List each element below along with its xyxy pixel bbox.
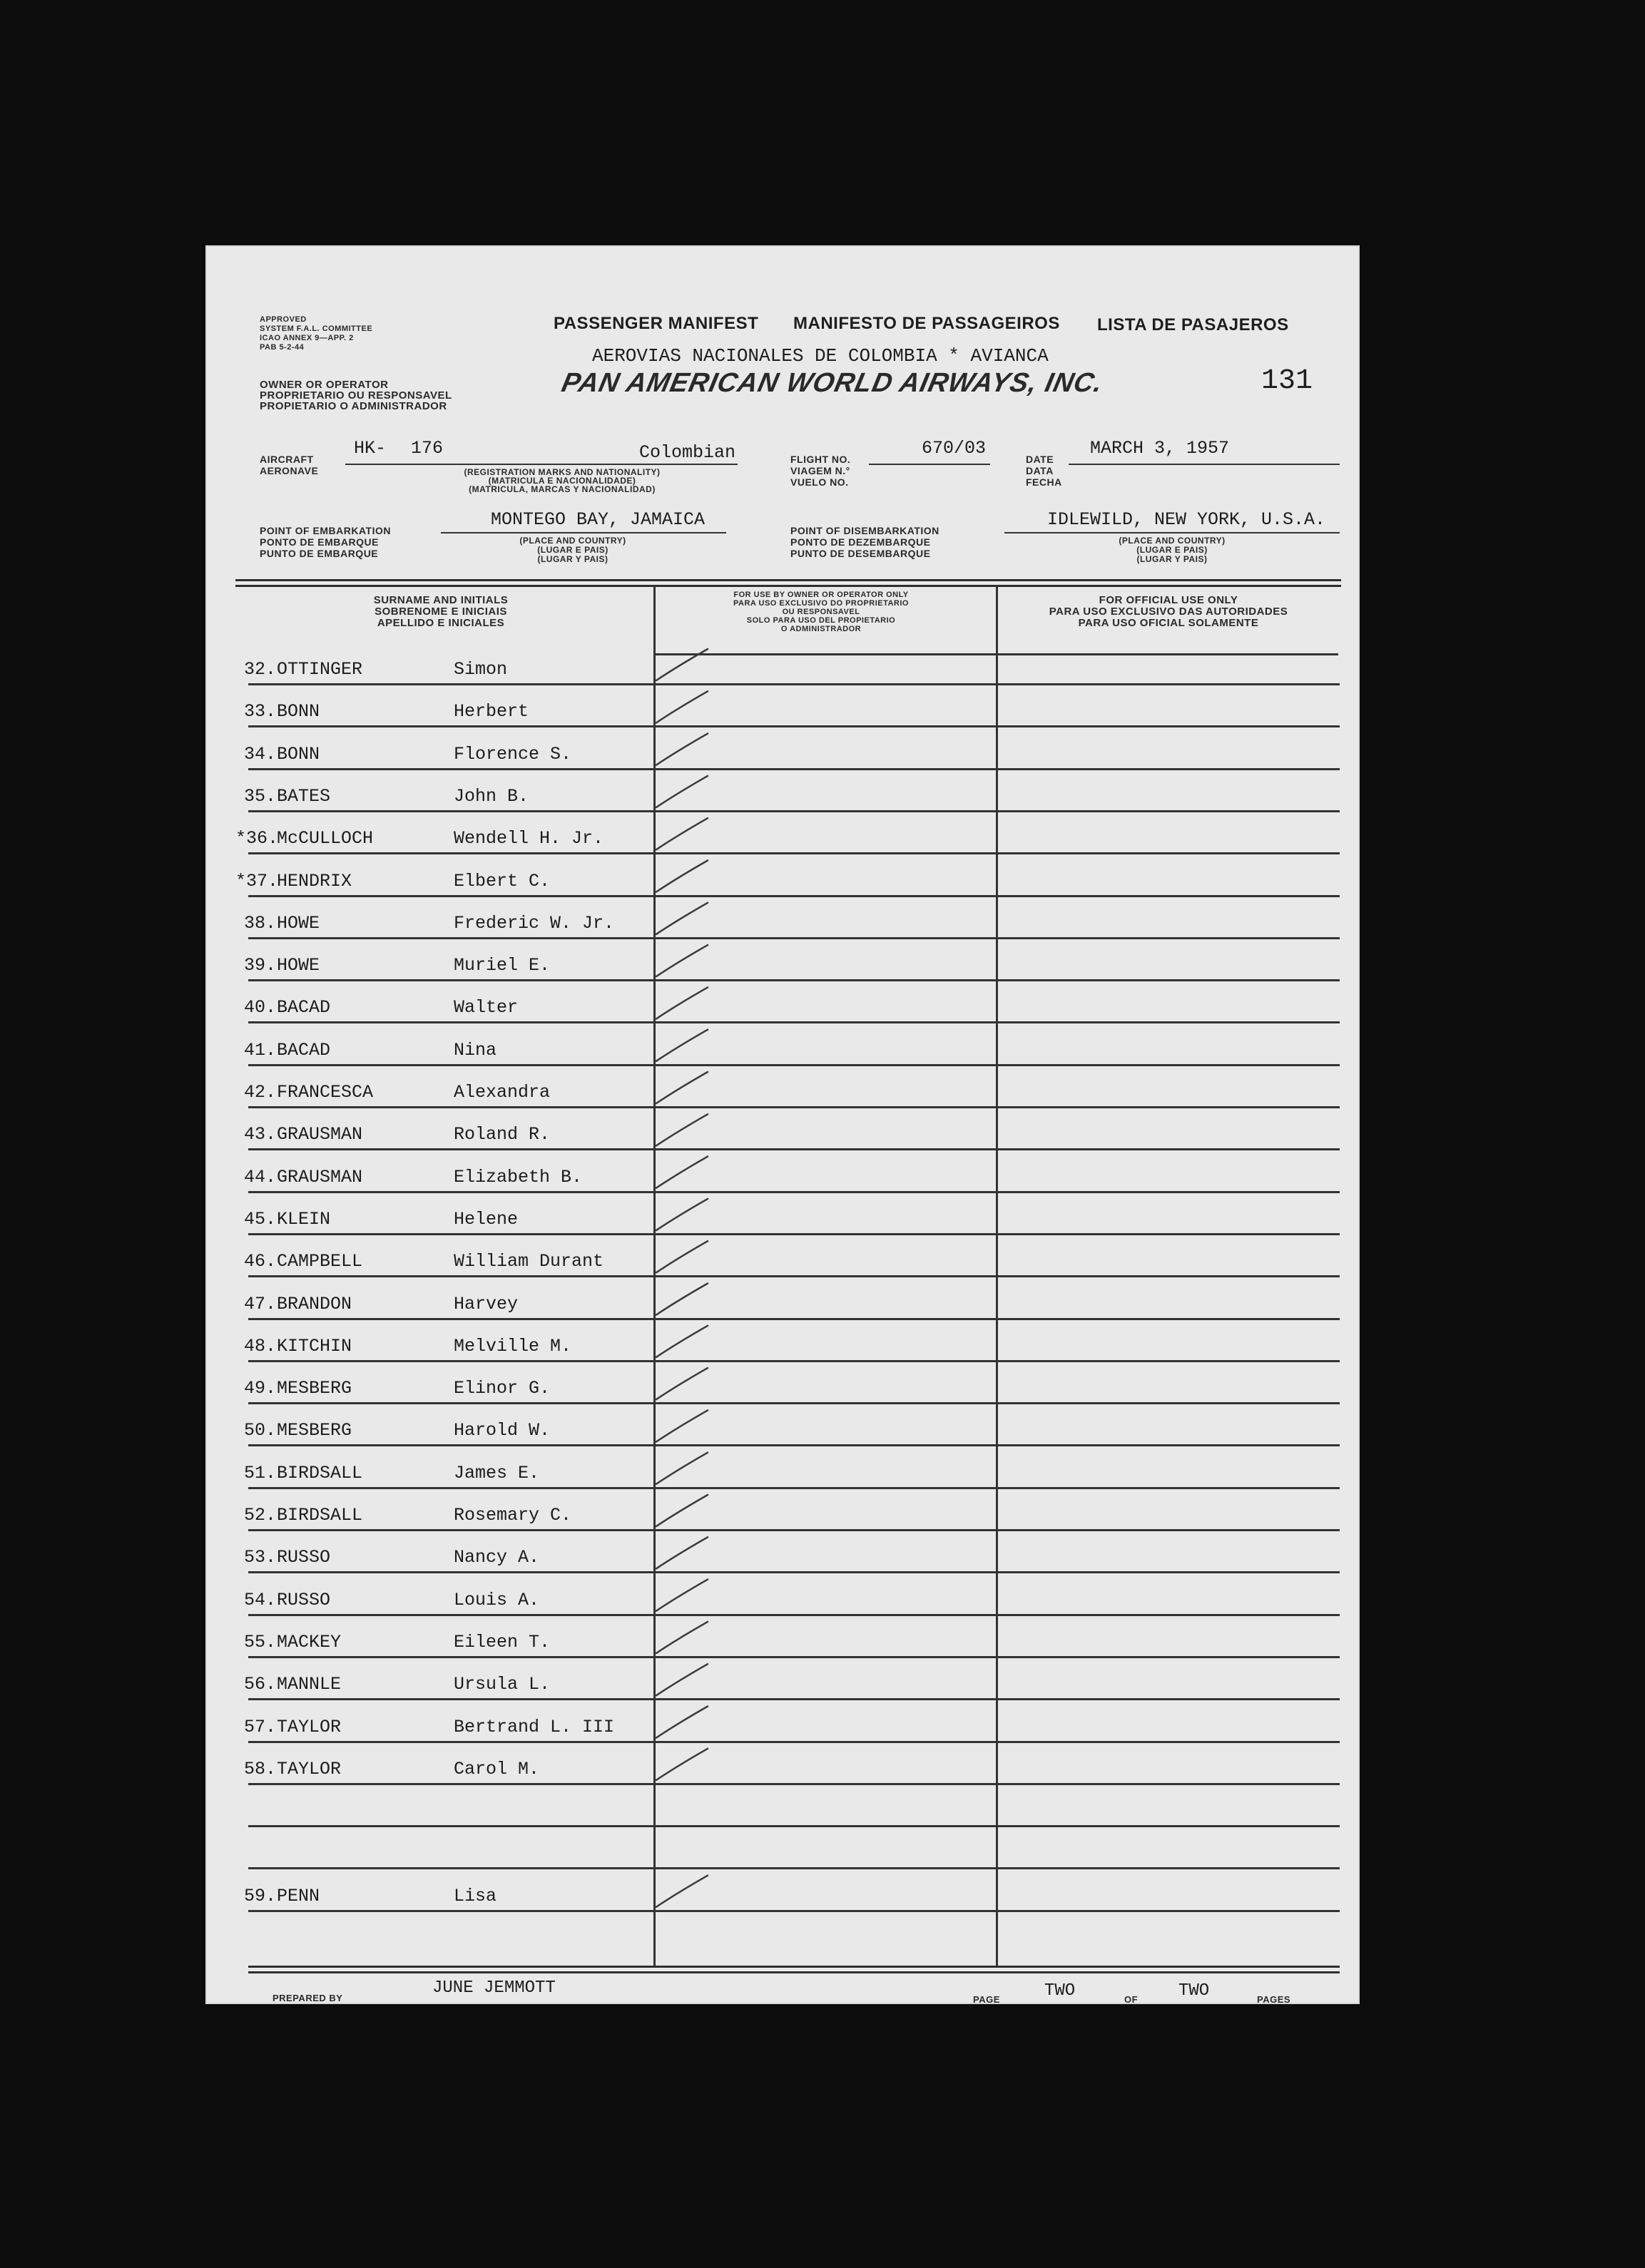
owner-label-line: OWNER OR OPERATOR: [260, 379, 389, 391]
passenger-number: 59.: [244, 1885, 277, 1906]
embarkation-caption-line: (PLACE AND COUNTRY): [519, 536, 626, 546]
passenger-number: 41.: [244, 1039, 277, 1061]
check-mark: [656, 1157, 708, 1188]
check-mark: [656, 1199, 708, 1230]
operator-header-line: OU RESPONSAVEL: [782, 608, 860, 616]
passenger-number: 43.: [244, 1124, 277, 1145]
page-label: PAGE: [973, 1994, 1000, 2005]
disembarkation-caption-line: (PLACE AND COUNTRY): [1119, 536, 1226, 546]
official-header-line: FOR OFFICIAL USE ONLY: [1099, 594, 1238, 606]
approval-line: ICAO ANNEX 9—APP. 2: [260, 334, 354, 342]
prepared-by-name: JUNE JEMMOTT: [432, 1978, 556, 1998]
aircraft-number: 176: [411, 438, 444, 459]
disembarkation-caption-line: (LUGAR Y PAIS): [1136, 554, 1208, 564]
passenger-number: 56.: [244, 1674, 277, 1695]
registration-caption-line: (MATRICULA, MARCAS Y NACIONALIDAD): [469, 484, 656, 494]
check-mark: [656, 1453, 708, 1484]
aircraft-label-line: AIRCRAFT: [260, 454, 314, 465]
passenger-number: 46.: [244, 1251, 277, 1272]
passenger-number: 52.: [244, 1505, 277, 1526]
check-mark: [656, 1622, 708, 1653]
passenger-surname: GRAUSMAN: [277, 1166, 363, 1187]
passenger-given-names: John B.: [454, 785, 529, 807]
passenger-given-names: William Durant: [454, 1251, 604, 1272]
passenger-given-names: Elinor G.: [454, 1378, 551, 1399]
passenger-given-names: Melville M.: [454, 1335, 572, 1357]
operator-header-line: SOLO PARA USO DEL PROPIETARIO: [746, 616, 896, 625]
passenger-number: 51.: [244, 1462, 277, 1483]
embarkation-caption-line: (LUGAR Y PAIS): [537, 554, 608, 564]
flight-label-line: VUELO NO.: [790, 476, 849, 488]
official-header-line: PARA USO OFICIAL SOLAMENTE: [1078, 617, 1259, 629]
passenger-number: 44.: [244, 1166, 277, 1187]
passenger-surname: TAYLOR: [277, 1716, 342, 1737]
passenger-surname: OTTINGER: [277, 659, 363, 680]
passenger-given-names: Nina: [454, 1039, 497, 1061]
aircraft-nationality: Colombian: [639, 442, 736, 463]
check-mark: [656, 1030, 708, 1061]
passenger-number: 34.: [244, 743, 277, 765]
names-header-line: APELLIDO E INICIALES: [377, 617, 505, 629]
passenger-surname: McCULLOCH: [277, 828, 374, 849]
aircraft-prefix: HK-: [354, 438, 387, 459]
check-mark: [656, 861, 708, 892]
passenger-surname: HENDRIX: [277, 870, 352, 892]
passenger-number: 54.: [244, 1589, 277, 1610]
disembarkation-label-line: PONTO DE DEZEMBARQUE: [790, 536, 931, 548]
passenger-given-names: Bertrand L. III: [454, 1716, 615, 1737]
passenger-given-names: Harold W.: [454, 1420, 551, 1441]
manifest-page: [205, 245, 1360, 2004]
passenger-number: 48.: [244, 1335, 277, 1357]
flight-label-line: VIAGEM N.°: [790, 465, 850, 476]
passenger-given-names: Elizabeth B.: [454, 1166, 583, 1187]
passenger-surname: HOWE: [277, 955, 320, 976]
check-mark: [656, 649, 708, 680]
registration-caption-line: (MATRICULA E NACIONALIDADE): [488, 476, 636, 486]
passenger-surname: BONN: [277, 701, 320, 722]
flight-label-line: FLIGHT NO.: [790, 454, 851, 465]
page-number: 131: [1261, 365, 1313, 397]
embarkation-caption-line: (LUGAR E PAIS): [537, 545, 608, 555]
date-label-line: DATE: [1026, 454, 1054, 465]
flight-date: MARCH 3, 1957: [1090, 438, 1230, 459]
operator-header-line: FOR USE BY OWNER OR OPERATOR ONLY: [733, 591, 909, 599]
pages-label: PAGES: [1257, 1994, 1291, 2005]
passenger-given-names: Frederic W. Jr.: [454, 912, 615, 934]
table-bottom-rule: [248, 1966, 1340, 1968]
registration-caption-line: (REGISTRATION MARKS AND NATIONALITY): [464, 467, 661, 477]
title-es: LISTA DE PASAJEROS: [1097, 315, 1289, 334]
passenger-given-names: Eileen T.: [454, 1631, 551, 1653]
approval-line: SYSTEM F.A.L. COMMITTEE: [260, 325, 373, 333]
date-label-line: DATA: [1026, 465, 1054, 476]
of-label: OF: [1124, 1994, 1139, 2005]
table-bottom-rule: [248, 1971, 1340, 1973]
passenger-given-names: Herbert: [454, 701, 529, 722]
passenger-surname: BRANDON: [277, 1293, 352, 1314]
operator-header-line: O ADMINISTRADOR: [780, 625, 862, 633]
check-mark: [656, 1410, 708, 1441]
passenger-given-names: Wendell H. Jr.: [454, 828, 604, 849]
check-marks: [205, 245, 1360, 2004]
passenger-given-names: Louis A.: [454, 1589, 540, 1610]
owner-label-line: PROPRIETARIO OU RESPONSAVEL: [260, 389, 452, 402]
date-label-line: FECHA: [1026, 476, 1062, 488]
passenger-surname: KITCHIN: [277, 1335, 352, 1357]
passenger-surname: FRANCESCA: [277, 1082, 374, 1103]
passenger-given-names: Carol M.: [454, 1758, 540, 1779]
check-mark: [656, 1664, 708, 1695]
check-mark: [656, 1707, 708, 1738]
names-header-line: SURNAME AND INITIALS: [373, 594, 509, 606]
passenger-given-names: Ursula L.: [454, 1674, 551, 1695]
check-mark: [656, 691, 708, 722]
passenger-number: 39.: [244, 955, 277, 976]
passenger-number: 49.: [244, 1378, 277, 1399]
passenger-surname: MESBERG: [277, 1378, 352, 1399]
passenger-number: 47.: [244, 1293, 277, 1314]
prepared-by-label: PREPARED BY: [273, 1993, 343, 2003]
passenger-given-names: Lisa: [454, 1885, 497, 1906]
owner-label-line: PROPIETARIO O ADMINISTRADOR: [260, 400, 447, 412]
check-mark: [656, 1284, 708, 1315]
check-mark: [656, 1537, 708, 1568]
passenger-given-names: Florence S.: [454, 743, 572, 765]
passenger-given-names: James E.: [454, 1462, 540, 1483]
passenger-surname: TAYLOR: [277, 1758, 342, 1779]
passenger-surname: MACKEY: [277, 1631, 342, 1653]
passenger-surname: RUSSO: [277, 1547, 331, 1568]
check-mark: [656, 1241, 708, 1272]
passenger-given-names: Harvey: [454, 1293, 519, 1314]
passenger-number: 35.: [244, 785, 277, 807]
embarkation-label-line: PONTO DE EMBARQUE: [260, 536, 379, 548]
passenger-number: 45.: [244, 1208, 277, 1230]
passenger-surname: BIRDSALL: [277, 1462, 363, 1483]
check-mark: [656, 1749, 708, 1780]
disembarkation-caption-line: (LUGAR E PAIS): [1136, 545, 1208, 555]
passenger-number: *37.: [235, 870, 279, 892]
title-en: PASSENGER MANIFEST: [554, 314, 759, 333]
passenger-given-names: Nancy A.: [454, 1547, 540, 1568]
check-mark: [656, 1580, 708, 1611]
check-mark: [656, 1072, 708, 1103]
disembarkation-place: IDLEWILD, NEW YORK, U.S.A.: [1047, 509, 1326, 530]
passenger-surname: HOWE: [277, 912, 320, 934]
passenger-given-names: Elbert C.: [454, 870, 551, 892]
passenger-surname: KLEIN: [277, 1208, 331, 1230]
check-mark: [656, 1114, 708, 1145]
names-header-line: SOBRENOME E INICIAIS: [375, 606, 507, 618]
approval-line: PAB 5-2-44: [260, 343, 305, 352]
passenger-number: 55.: [244, 1631, 277, 1653]
disembarkation-label-line: POINT OF DISEMBARKATION: [790, 525, 939, 536]
embarkation-label-line: PUNTO DE EMBARQUE: [260, 548, 379, 559]
passenger-surname: BIRDSALL: [277, 1505, 363, 1526]
flight-number: 670/03: [922, 438, 987, 459]
title-pt: MANIFESTO DE PASSAGEIROS: [793, 314, 1060, 333]
passenger-given-names: Alexandra: [454, 1082, 551, 1103]
passenger-number: 53.: [244, 1547, 277, 1568]
check-mark: [656, 818, 708, 849]
total-pages-value: TWO: [1178, 1981, 1210, 2001]
passenger-number: *36.: [235, 828, 279, 849]
passenger-number: 57.: [244, 1716, 277, 1737]
passenger-given-names: Walter: [454, 997, 519, 1018]
passenger-number: 40.: [244, 997, 277, 1018]
passenger-surname: CAMPBELL: [277, 1251, 363, 1272]
official-header-line: PARA USO EXCLUSIVO DAS AUTORIDADES: [1049, 606, 1288, 618]
disembarkation-label-line: PUNTO DE DESEMBARQUE: [790, 548, 931, 559]
passenger-surname: BATES: [277, 785, 331, 807]
passenger-surname: PENN: [277, 1885, 320, 1906]
passenger-number: 33.: [244, 701, 277, 722]
passenger-number: 32.: [244, 659, 277, 680]
passenger-surname: MESBERG: [277, 1420, 352, 1441]
operator-name: AEROVIAS NACIONALES DE COLOMBIA * AVIANCA: [592, 345, 1049, 367]
passenger-given-names: Helene: [454, 1208, 519, 1230]
embarkation-label-line: POINT OF EMBARKATION: [260, 525, 391, 536]
passenger-surname: GRAUSMAN: [277, 1124, 363, 1145]
brand-name: PAN AMERICAN WORLD AIRWAYS, INC.: [559, 368, 1106, 398]
passenger-surname: BONN: [277, 743, 320, 765]
check-mark: [656, 734, 708, 765]
embarkation-place: MONTEGO BAY, JAMAICA: [491, 509, 706, 530]
check-mark: [656, 1326, 708, 1357]
passenger-surname: BACAD: [277, 1039, 331, 1061]
check-mark: [656, 776, 708, 807]
check-mark: [656, 1495, 708, 1526]
passenger-number: 50.: [244, 1420, 277, 1441]
approval-line: APPROVED: [260, 315, 307, 324]
passenger-number: 38.: [244, 912, 277, 934]
page-value: TWO: [1044, 1981, 1076, 2001]
passenger-given-names: Simon: [454, 659, 508, 680]
passenger-number: 42.: [244, 1082, 277, 1103]
passenger-surname: MANNLE: [277, 1674, 342, 1695]
operator-header-line: PARA USO EXCLUSIVO DO PROPRIETARIO: [733, 599, 909, 608]
passenger-given-names: Rosemary C.: [454, 1505, 572, 1526]
passenger-number: 58.: [244, 1758, 277, 1779]
check-mark: [656, 903, 708, 934]
check-mark: [656, 1876, 708, 1907]
passenger-given-names: Roland R.: [454, 1124, 551, 1145]
check-mark: [656, 987, 708, 1018]
check-mark: [656, 945, 708, 976]
passenger-surname: RUSSO: [277, 1589, 331, 1610]
passenger-given-names: Muriel E.: [454, 955, 551, 976]
aircraft-label-line: AERONAVE: [260, 465, 319, 476]
check-mark: [656, 1368, 708, 1399]
passenger-surname: BACAD: [277, 997, 331, 1018]
